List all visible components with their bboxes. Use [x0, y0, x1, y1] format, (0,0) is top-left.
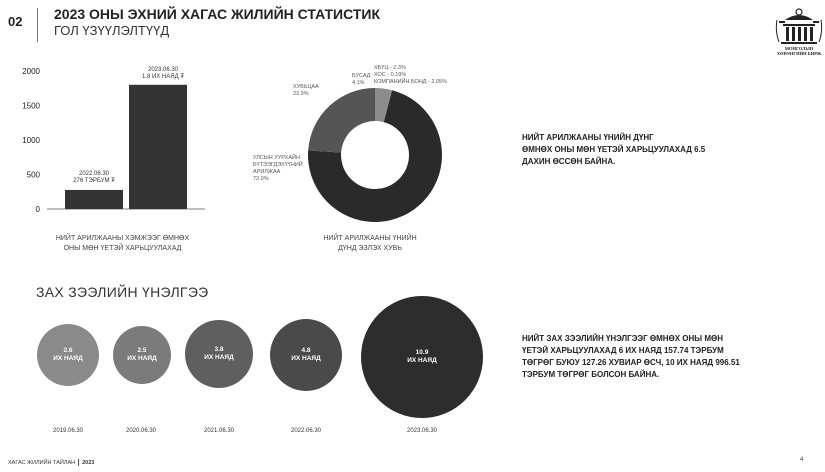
bubble-2020-unit: ИХ НАЯД — [127, 355, 157, 362]
page-number: 02 — [8, 14, 23, 29]
bubble-2022-value: 4.8 — [301, 347, 311, 354]
donut-chart-caption-line1: НИЙТ АРИЛЖААНЫ ҮНИЙН — [323, 235, 417, 242]
bubble-2023-value: 10.9 — [415, 349, 429, 356]
donut-label-gov-pct: 72.0% — [253, 176, 269, 182]
donut-chart-caption-line2: ДҮНД ЭЗЛЭХ ХУВЬ — [338, 245, 402, 252]
donut-label-gov-line2: БҮТЭЭГДЭХҮҮНИЙ — [253, 162, 303, 168]
bubble-2019-value: 2.6 — [63, 347, 73, 354]
bubble-date-2020: 2020.06.30 — [125, 428, 157, 434]
busad-detail-hos: ХОС - 0.19% — [374, 72, 407, 78]
donut-label-kuvtsaa-name: ХУВЬЦАА — [293, 84, 319, 90]
market-cap-bubble-2023 — [361, 296, 483, 418]
trade-growth-statement-line3: ДАХИН ӨССӨН БАЙНА. — [522, 157, 616, 166]
y-tick-label: 500 — [26, 170, 40, 180]
bar-label-2022 — [62, 171, 126, 185]
busad-detail-hbuts: ХБҮЦ - 2.3% — [374, 65, 406, 71]
logo-line2: ХӨРӨНГИЙН БИРЖ — [776, 51, 822, 56]
trade-volume-bar-chart — [0, 60, 210, 220]
trade-growth-statement — [522, 132, 705, 168]
bar-label-2023 — [131, 67, 195, 81]
footer — [8, 459, 94, 466]
donut-label-busad-name: БУСАД — [352, 73, 371, 79]
market-cap-section-title: ЗАХ ЗЭЭЛИЙН ҮНЭЛГЭЭ — [36, 284, 209, 300]
donut-label-busad-pct: 4.1% — [352, 80, 365, 86]
donut-label-busad — [352, 73, 370, 87]
donut-label-busad-details — [374, 65, 447, 86]
market-cap-bubble-2019 — [37, 324, 99, 386]
bar-chart-caption-line2: ОНЫ МӨН ҮЕТЭЙ ХАРЬЦУУЛАХАД — [63, 245, 182, 252]
donut-chart-caption — [290, 234, 450, 254]
donut-label-kuvtsaa-pct: 23.9% — [293, 91, 309, 97]
busad-detail-bond: КОМПАНИЙН БОНД - 2.05% — [374, 79, 448, 85]
exchange-logo — [775, 6, 823, 66]
market-cap-bubble-2022 — [270, 319, 342, 391]
logo-line1: МОНГОЛЫН — [784, 46, 814, 51]
trade-growth-statement-line1: НИЙТ АРИЛЖААНЫ ҮНИЙН ДҮНГ — [522, 133, 654, 142]
central-bank-emblem-icon — [775, 6, 823, 66]
bar-label-2022-value: 276 ТЭРБУМ ₮ — [73, 178, 115, 184]
y-tick-label: 2000 — [22, 67, 40, 76]
bar-label-2023-value: 1.8 ИХ НАЯД ₮ — [141, 74, 185, 80]
bubble-2022-unit: ИХ НАЯД — [291, 355, 321, 362]
market-cap-statement-line3: ТӨГРӨГ БУЮУ 127.26 ХУВИАР ӨСЧ, 10 ИХ НАЯД 996.51 — [522, 358, 740, 367]
trade-growth-statement-line2: ӨМНӨХ ОНЫ МӨН ҮЕТЭЙ ХАРЬЦУУЛАХАД 6.5 — [522, 145, 706, 154]
bar-2023.06.30 — [129, 85, 187, 209]
market-cap-statement-line4: ТЭРБУМ ТӨГРӨГ БОЛСОН БАЙНА. — [522, 370, 660, 379]
market-cap-statement-line1: НИЙТ ЗАХ ЗЭЭЛИЙН ҮНЭЛГЭЭГ ӨМНӨХ ОНЫ МӨН — [522, 334, 724, 343]
trade-share-donut-chart — [300, 80, 450, 230]
y-tick-label: 1000 — [22, 136, 40, 145]
donut-label-gov-line3: АРИЛЖАА — [253, 169, 281, 175]
bubble-date-2021: 2021.06.30 — [203, 428, 235, 434]
market-cap-statement-line2: ҮЕТЭЙ ХАРЬЦУУЛАХАД 6 ИХ НАЯД 157.74 ТЭРБУМ — [522, 346, 724, 355]
header-divider — [37, 8, 38, 42]
bubble-date-2019: 2019.06.30 — [52, 428, 84, 434]
page-title: 2023 ОНЫ ЭХНИЙ ХАГАС ЖИЛИЙН СТАТИСТИК — [54, 6, 381, 22]
donut-label-kuvtsaa — [293, 84, 319, 98]
market-cap-bubble-2020 — [113, 326, 171, 384]
bar-chart-caption — [30, 234, 215, 254]
footer-report-name: ХАГАС ЖИЛИЙН ТАЙЛАН — [8, 459, 76, 466]
y-tick-label: 0 — [35, 205, 40, 214]
bubble-date-2022: 2022.06.30 — [290, 428, 322, 434]
bar-label-2023-date: 2023.06.30 — [147, 67, 179, 73]
bubble-2023-unit: ИХ НАЯД — [407, 357, 437, 364]
bar-label-2022-date: 2022.06.30 — [78, 171, 110, 177]
bar-2022.06.30 — [65, 190, 123, 209]
donut-label-gov-line1: УЛСЫН УУРХАЙН — [253, 155, 300, 161]
bubble-2021-unit: ИХ НАЯД — [204, 354, 234, 361]
bar-chart-caption-line1: НИЙТ АРИЛЖААНЫ ХЭМЖЭЭГ ӨМНӨХ — [55, 235, 190, 242]
bubble-2021-value: 3.8 — [214, 346, 224, 353]
page-subtitle: ГОЛ ҮЗҮҮЛЭЛТҮҮД — [54, 23, 170, 38]
donut-label-gov — [253, 155, 303, 183]
market-cap-bubble-2021 — [185, 320, 253, 388]
bubble-2019-unit: ИХ НАЯД — [53, 355, 83, 362]
market-cap-statement — [522, 333, 740, 381]
footer-separator — [78, 459, 79, 466]
bubble-date-2023: 2023.06.30 — [406, 428, 438, 434]
y-tick-label: 1500 — [22, 101, 40, 111]
bubble-2020-value: 2.5 — [137, 347, 147, 354]
footer-page-number: 4 — [800, 457, 804, 463]
footer-year: 2023 — [82, 459, 95, 466]
